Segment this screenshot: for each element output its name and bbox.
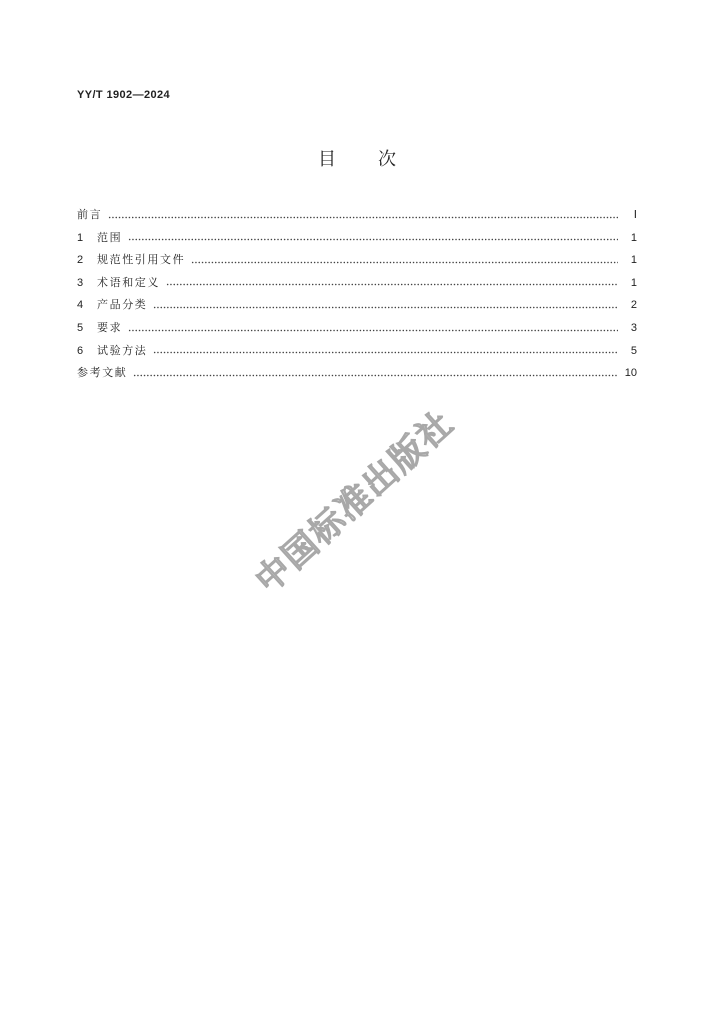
toc-entry-title: 要求 xyxy=(97,321,123,334)
toc-entry-classification xyxy=(77,294,637,317)
toc-heading: 目 次 xyxy=(318,149,398,170)
dot-leader xyxy=(166,283,618,286)
toc-clause-number: 1 xyxy=(77,231,84,244)
dot-leader xyxy=(108,216,618,219)
toc-entry-scope xyxy=(77,227,637,250)
toc-entry-title: 产品分类 xyxy=(97,298,148,312)
toc-entry-bibliography xyxy=(77,362,637,385)
toc-entry-test-methods xyxy=(77,339,637,362)
toc-clause-number: 4 xyxy=(77,299,84,312)
table-of-contents xyxy=(77,204,637,384)
dot-leader xyxy=(133,374,618,377)
toc-page-number: 1 xyxy=(630,254,637,267)
toc-page-number: 5 xyxy=(630,344,637,357)
toc-entry-title: 前言 xyxy=(77,208,103,222)
toc-entry-normative-references xyxy=(77,249,637,272)
dot-leader xyxy=(153,351,618,354)
dot-leader xyxy=(128,238,618,241)
toc-page-number: Ⅰ xyxy=(633,209,637,222)
dot-leader xyxy=(128,329,618,332)
toc-clause-number: 5 xyxy=(77,322,84,334)
toc-page-number: 10 xyxy=(624,367,637,380)
toc-page-number: 1 xyxy=(630,231,637,244)
toc-entry-terms-definitions xyxy=(77,272,637,295)
toc-entry-title: 术语和定义 xyxy=(97,275,160,289)
standard-code: YY/T 1902—2024 xyxy=(77,89,171,101)
toc-page-number: 3 xyxy=(630,322,637,334)
publisher-watermark: 中国标准出版社 xyxy=(247,402,463,602)
dot-leader xyxy=(191,261,618,264)
toc-entry-foreword xyxy=(77,204,637,227)
toc-clause-number: 2 xyxy=(77,254,84,267)
toc-clause-number: 3 xyxy=(77,276,84,289)
toc-page-number: 2 xyxy=(630,299,637,312)
toc-entry-title: 试验方法 xyxy=(97,343,148,357)
dot-leader xyxy=(153,306,618,309)
toc-page-number: 1 xyxy=(630,276,637,289)
toc-entry-title: 范围 xyxy=(97,230,123,244)
toc-entry-requirements xyxy=(77,317,637,340)
toc-entry-title: 参考文献 xyxy=(77,366,128,380)
toc-clause-number: 6 xyxy=(77,344,84,357)
toc-entry-title: 规范性引用文件 xyxy=(97,253,186,267)
